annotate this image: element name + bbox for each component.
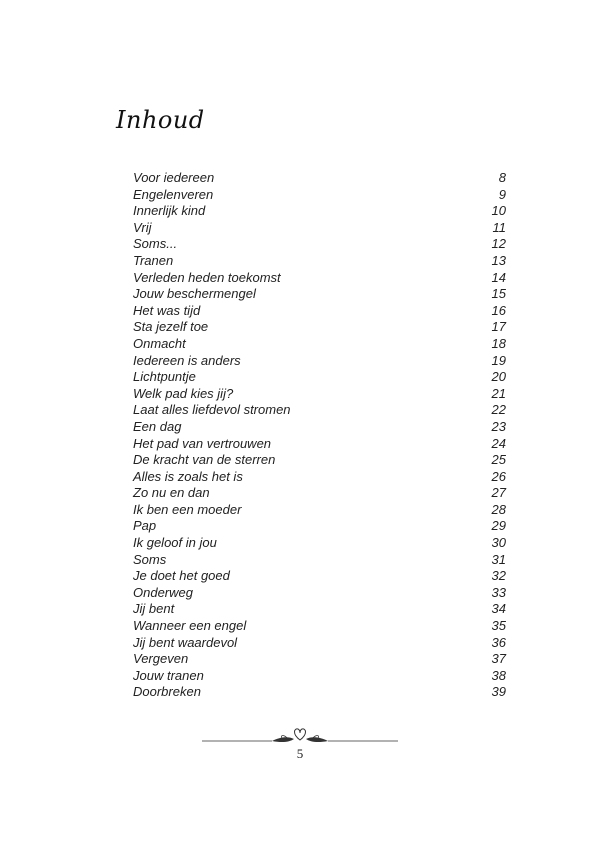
toc-entry [133, 568, 506, 585]
toc-entry-page: 16 [491, 302, 506, 318]
toc-entry-title: Onmacht [133, 335, 186, 351]
toc-entry-title: Engelenveren [133, 186, 214, 202]
toc-entry-title: Ik ben een moeder [133, 501, 242, 517]
toc-entry [133, 684, 506, 701]
toc-entry-page: 28 [491, 501, 506, 517]
toc-entry-title: Vrij [133, 219, 152, 235]
toc-entry-page: 13 [491, 252, 506, 268]
toc-entry-title: Jij bent [133, 601, 175, 617]
toc-entry [133, 485, 506, 502]
toc-entry-page: 29 [491, 518, 506, 534]
toc-entry-title: Jouw beschermengel [133, 286, 256, 302]
page-number: 5 [296, 746, 304, 761]
toc-entry [133, 353, 506, 370]
toc-entry [133, 203, 506, 220]
toc-entry [133, 386, 506, 403]
toc-entry-page: 31 [491, 551, 506, 567]
toc-entry-page: 24 [491, 435, 506, 451]
toc-entry-page: 36 [491, 634, 506, 650]
toc-entry-title: Welk pad kies jij? [133, 385, 234, 401]
toc-entry-page: 38 [491, 667, 506, 683]
toc-entry-page: 19 [491, 352, 506, 368]
toc-entry-page: 14 [491, 269, 506, 285]
toc-entry [133, 552, 506, 569]
toc-entry-page: 10 [491, 203, 506, 219]
toc-entry [133, 452, 506, 469]
toc-entry [133, 270, 506, 287]
toc-entry [133, 635, 506, 652]
toc-entry-title: Iedereen is anders [133, 352, 241, 368]
toc-entry-page: 12 [491, 236, 506, 252]
toc-entry [133, 469, 506, 486]
toc-entry-page: 25 [491, 452, 506, 468]
toc-entry-title: Verleden heden toekomst [133, 269, 281, 285]
toc-entry-page: 9 [498, 186, 506, 202]
toc-entry-title: Je doet het goed [133, 568, 230, 584]
toc-entry-page: 8 [498, 170, 506, 185]
page-title: Inhoud [116, 106, 205, 134]
toc-entry [133, 187, 506, 204]
toc-entry [133, 286, 506, 303]
toc-entry-page: 27 [491, 485, 506, 501]
toc-entry-title: Ik geloof in jou [133, 535, 217, 551]
toc-entry [133, 402, 506, 419]
toc-entry-title: Onderweg [133, 584, 193, 600]
toc-entry [133, 170, 506, 187]
toc-entry-page: 35 [491, 618, 506, 634]
toc-entry [133, 419, 506, 436]
toc-entry [133, 535, 506, 552]
toc-entry-title: Vergeven [133, 651, 189, 667]
toc-entry-title: Zo nu en dan [133, 485, 210, 501]
toc-entry-title: Jouw tranen [133, 667, 204, 683]
toc-entry [133, 518, 506, 535]
toc-entry-page: 17 [491, 319, 506, 335]
toc-entry-page: 21 [491, 385, 506, 401]
toc-entry [133, 253, 506, 270]
toc-entry-title: Doorbreken [133, 684, 201, 700]
toc-entry [133, 585, 506, 602]
toc-entry-title: Laat alles liefdevol stromen [133, 402, 291, 418]
toc-entry-page: 20 [491, 369, 506, 385]
toc-entry-title: Soms [133, 551, 167, 567]
toc-entry-title: Een dag [133, 418, 182, 434]
toc-entry-title: Soms... [133, 236, 178, 252]
toc-entry-title: Het was tijd [133, 302, 201, 318]
toc-entry-page: 26 [491, 468, 506, 484]
toc-entry-page: 15 [491, 286, 506, 302]
table-of-contents [133, 170, 506, 701]
toc-entry-title: Tranen [133, 252, 174, 268]
toc-entry [133, 369, 506, 386]
toc-entry-page: 30 [491, 535, 506, 551]
toc-entry-title: Lichtpuntje [133, 369, 196, 385]
toc-entry-title: Sta jezelf toe [133, 319, 209, 335]
toc-entry-page: 33 [491, 584, 506, 600]
toc-entry-page: 32 [491, 568, 506, 584]
toc-entry-title: Pap [133, 518, 157, 534]
toc-entry [133, 319, 506, 336]
toc-entry-page: 22 [491, 402, 506, 418]
toc-entry-title: Alles is zoals het is [133, 468, 243, 484]
toc-entry [133, 668, 506, 685]
toc-entry [133, 436, 506, 453]
toc-entry [133, 236, 506, 253]
toc-entry [133, 220, 506, 237]
toc-entry-title: Voor iedereen [133, 170, 215, 185]
toc-entry-title: Wanneer een engel [133, 618, 247, 634]
toc-entry-page: 39 [491, 684, 506, 700]
toc-entry [133, 303, 506, 320]
toc-entry-title: Jij bent waardevol [133, 634, 238, 650]
toc-entry-title: De kracht van de sterren [133, 452, 276, 468]
toc-entry-title: Het pad van vertrouwen [133, 435, 272, 451]
toc-entry-page: 23 [491, 418, 506, 434]
toc-entry-page: 18 [491, 335, 506, 351]
toc-entry [133, 651, 506, 668]
toc-entry [133, 502, 506, 519]
toc-entry [133, 336, 506, 353]
toc-entry-page: 37 [491, 651, 506, 667]
toc-entry [133, 618, 506, 635]
toc-entry-page: 34 [491, 601, 506, 617]
toc-entry-title: Innerlijk kind [133, 203, 206, 219]
toc-entry [133, 601, 506, 618]
toc-entry-page: 11 [492, 219, 506, 235]
